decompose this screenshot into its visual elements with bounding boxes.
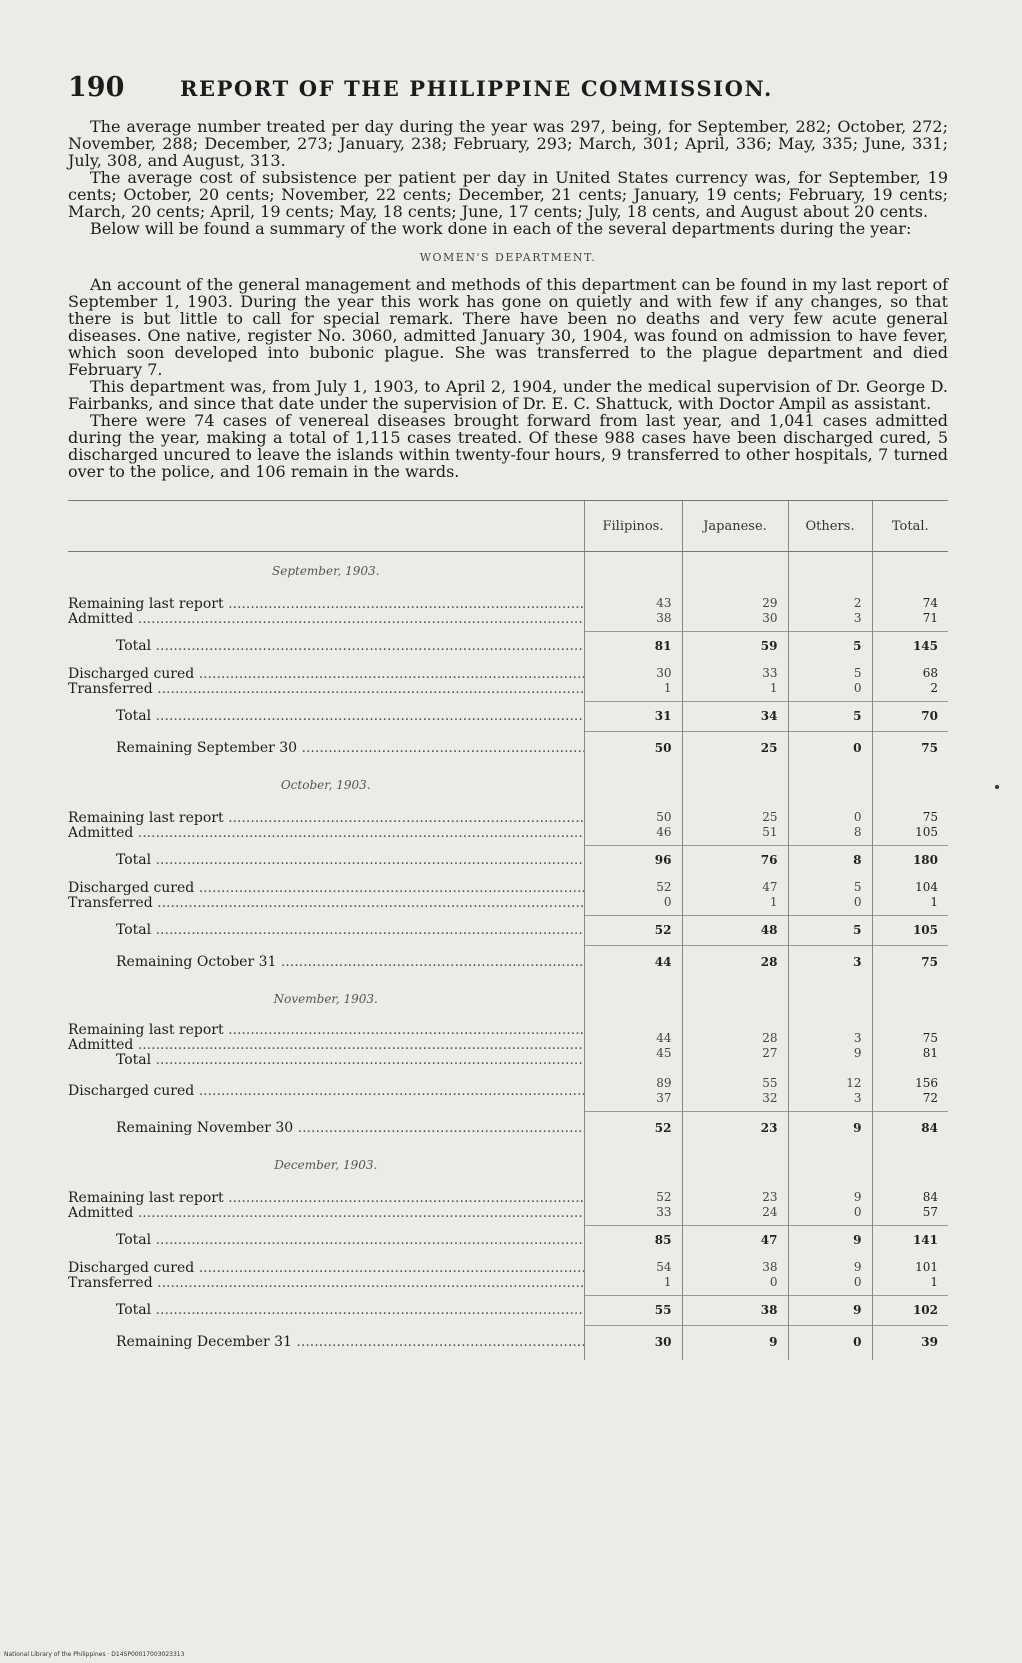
cell-filipinos (584, 1296, 682, 1326)
row-label-text: Remaining last report ..... (68, 597, 584, 612)
cell-value: 84 (922, 1190, 938, 1205)
column-header-total: Total. (872, 501, 948, 552)
cell-value: 3 (853, 955, 862, 970)
table-row (68, 662, 948, 702)
cell-value: 75 (921, 741, 938, 756)
cell-others (788, 946, 872, 980)
paragraph-subsistence-cost: The average cost of subsistence per patient per day in United States currency was, for September, 19 cents; October, 20 cents; November, 22 cents; December, 21 cents; January, 19 cents; February, 19 cents; March, 20 cents; April, 19 cents; May, 18 cents; June, 17 cents; July, 18 cents, and August about 20 cents. (68, 168, 948, 221)
cell-value: 9 (853, 1303, 862, 1317)
cell-value: 1 (930, 1275, 938, 1290)
cell-value: 9 (853, 1260, 862, 1275)
cell-others (788, 1326, 872, 1360)
row-label (68, 702, 584, 732)
cell-value: 30 (654, 1335, 672, 1350)
cell-others (788, 806, 872, 846)
cell-value: 81 (654, 639, 672, 654)
cell-others (788, 662, 872, 702)
empty-cell (682, 766, 788, 806)
cell-value: 28 (762, 1030, 778, 1045)
cell-value: 34 (760, 709, 778, 723)
cell-filipinos (584, 806, 682, 846)
row-label-text: Discharged cured ..... (68, 881, 584, 896)
cell-total (872, 1186, 948, 1226)
cell-total (872, 1296, 948, 1326)
cell-value: 52 (654, 923, 672, 937)
table-row (68, 632, 948, 662)
cell-value: 0 (853, 741, 862, 756)
row-label-text: Admitted ..... (68, 826, 584, 841)
row-label-text: Discharged cured ..... (68, 1084, 584, 1099)
cell-value: 28 (760, 955, 778, 970)
cell-others (788, 732, 872, 766)
cell-value: 59 (760, 639, 778, 654)
row-label-text: Remaining last report ..... (68, 1023, 584, 1038)
cell-filipinos (584, 1326, 682, 1360)
row-label-text: Discharged cured ..... (68, 1261, 584, 1276)
row-label (68, 1072, 584, 1112)
cell-value: 0 (853, 810, 862, 825)
cell-value: 27 (762, 1045, 778, 1060)
cell-value: 5 (853, 709, 862, 723)
cell-japanese (682, 846, 788, 876)
cell-filipinos (584, 632, 682, 662)
row-label (68, 1112, 584, 1146)
cell-value: 5 (853, 666, 862, 681)
cell-value: 23 (760, 1121, 778, 1136)
empty-cell (584, 552, 682, 592)
cell-value: 50 (656, 810, 672, 825)
row-label (68, 846, 584, 876)
cell-total (872, 1020, 948, 1072)
empty-cell (682, 980, 788, 1020)
table-row (68, 1186, 948, 1226)
row-label (68, 806, 584, 846)
footer-credit: National Library of the Philippines · D14SP00017003023313 (4, 1651, 185, 1658)
empty-cell (584, 1146, 682, 1186)
speck-mark (995, 785, 999, 789)
cell-value: 25 (760, 741, 778, 756)
cell-value: 54 (656, 1260, 672, 1275)
cell-value: 2 (853, 596, 862, 611)
cell-value: 0 (853, 1275, 862, 1290)
cell-total (872, 702, 948, 732)
cell-value: 105 (915, 825, 938, 840)
row-label (68, 1186, 584, 1226)
cell-total (872, 1326, 948, 1360)
row-label-text: Total ..... (68, 1303, 584, 1318)
empty-cell (788, 766, 872, 806)
cell-value: 47 (762, 880, 778, 895)
table-row (68, 1226, 948, 1256)
row-label (68, 1226, 584, 1256)
cell-filipinos (584, 732, 682, 766)
cell-value: 38 (762, 1260, 778, 1275)
paragraph-daily-average: The average number treated per day during the year was 297, being, for September, 282; October, 272; November, 288; December, 273; January, 238; February, 293; March, 301; April, 336; May, 335; June, 331; July, 308, and August, 313. (68, 117, 948, 170)
cell-total (872, 946, 948, 980)
cell-value: 75 (922, 1030, 938, 1045)
empty-cell (872, 1146, 948, 1186)
cell-value: 75 (921, 955, 938, 970)
table-month-row (68, 1146, 948, 1186)
cell-value: 38 (656, 611, 672, 626)
cell-others (788, 1072, 872, 1112)
cell-value: 104 (915, 880, 938, 895)
row-label (68, 662, 584, 702)
empty-cell (682, 552, 788, 592)
cell-total (872, 1072, 948, 1112)
cell-value: 145 (912, 639, 938, 654)
cell-value: 156 (915, 1076, 938, 1091)
cell-others (788, 876, 872, 916)
cell-value: 101 (915, 1260, 938, 1275)
cell-value: 52 (654, 1121, 672, 1136)
table-row (68, 1112, 948, 1146)
cell-value: 12 (846, 1076, 862, 1091)
row-label (68, 916, 584, 946)
row-label-text: Transferred ..... (68, 682, 584, 697)
empty-cell (584, 980, 682, 1020)
cell-value: 52 (656, 880, 672, 895)
cell-filipinos (584, 592, 682, 632)
row-label-text: Remaining November 30 ..... (68, 1121, 584, 1136)
cell-others (788, 1256, 872, 1296)
cell-value: 23 (762, 1190, 778, 1205)
cell-others (788, 1020, 872, 1072)
cell-value: 51 (762, 825, 778, 840)
row-label (68, 632, 584, 662)
table-month-row (68, 980, 948, 1020)
cell-value: 9 (853, 1233, 862, 1248)
empty-cell (788, 552, 872, 592)
row-label (68, 1020, 584, 1072)
row-label-text: Total ..... (68, 923, 584, 938)
table-body (68, 552, 948, 1360)
column-header-filipinos: Filipinos. (584, 501, 682, 552)
cell-filipinos (584, 846, 682, 876)
cell-total (872, 806, 948, 846)
empty-cell (872, 980, 948, 1020)
empty-cell (682, 1146, 788, 1186)
cell-value: 24 (762, 1205, 778, 1220)
cell-filipinos (584, 1186, 682, 1226)
cell-value: 1 (663, 681, 672, 696)
cell-value: 70 (921, 709, 938, 723)
header-blank (68, 501, 584, 552)
table-row (68, 702, 948, 732)
cell-value: 1 (769, 895, 778, 910)
cell-japanese (682, 916, 788, 946)
row-label (68, 876, 584, 916)
cell-value: 89 (656, 1076, 672, 1091)
row-label (68, 980, 584, 1020)
cell-value: 2 (930, 681, 938, 696)
cell-total (872, 592, 948, 632)
cell-value: 29 (762, 596, 778, 611)
cell-total (872, 1112, 948, 1146)
page-title: REPORT OF THE PHILIPPINE COMMISSION. (180, 76, 773, 101)
cell-total (872, 916, 948, 946)
cell-value: 30 (656, 666, 672, 681)
paragraph-supervision: This department was, from July 1, 1903, to April 2, 1904, under the medical supervision of Dr. George D. Fairbanks, and since that date under the supervision of Dr. E. C. Shattuck, with Doctor Ampil as assistant. (68, 377, 948, 413)
column-header-japanese: Japanese. (682, 501, 788, 552)
table-header-row (68, 501, 948, 552)
cell-value: 85 (654, 1233, 672, 1248)
cell-total (872, 632, 948, 662)
row-label-text: Remaining December 31 ..... (68, 1335, 584, 1350)
table-row (68, 946, 948, 980)
row-label-text: Admitted ..... (68, 612, 584, 627)
cell-value: 0 (769, 1275, 778, 1290)
empty-cell (872, 552, 948, 592)
row-label-text: Total ..... (68, 709, 584, 724)
table-row (68, 592, 948, 632)
cell-japanese (682, 732, 788, 766)
cell-filipinos (584, 1256, 682, 1296)
cell-filipinos (584, 702, 682, 732)
cell-value: 102 (912, 1303, 938, 1317)
paragraph-management: An account of the general management and methods of this department can be found in my last report of September 1, 1903. During the year this work has gone on quietly and with few if any changes, so that there is but little to call for special remark. There have been no deaths and very few acute general diseases. One native, register No. 3060, admitted January 30, 1904, was found on admission to have fever, which soon developed into bubonic plague. She was transferred to the plague department and died February 7. (68, 275, 948, 379)
cell-value: 3 (853, 1030, 862, 1045)
row-label (68, 946, 584, 980)
cell-value: 0 (853, 895, 862, 910)
column-header-others: Others. (788, 501, 872, 552)
table-row (68, 916, 948, 946)
paragraph-summary-intro: Below will be found a summary of the work done in each of the several departments during the year: (90, 219, 912, 238)
cell-value: 44 (656, 1030, 672, 1045)
cell-total (872, 876, 948, 916)
section-heading: WOMEN'S DEPARTMENT. (419, 251, 597, 264)
cell-filipinos (584, 946, 682, 980)
table-row (68, 1072, 948, 1112)
cell-japanese (682, 1072, 788, 1112)
table-row (68, 806, 948, 846)
cell-others (788, 916, 872, 946)
table-row (68, 1326, 948, 1360)
cell-japanese (682, 1256, 788, 1296)
cell-japanese (682, 592, 788, 632)
row-label (68, 766, 584, 806)
cell-others (788, 1296, 872, 1326)
cell-value: 0 (853, 681, 862, 696)
cell-others (788, 1112, 872, 1146)
cell-value: 8 (853, 853, 862, 868)
cell-total (872, 846, 948, 876)
cell-value: 46 (656, 825, 672, 840)
cell-value: 38 (760, 1303, 778, 1317)
cell-value: 25 (762, 810, 778, 825)
cell-filipinos (584, 1226, 682, 1256)
row-label-text: Remaining October 31 ..... (68, 955, 584, 970)
cell-value: 55 (654, 1303, 672, 1317)
cell-value: 9 (853, 1045, 862, 1060)
cell-value: 45 (656, 1045, 672, 1060)
cell-value: 5 (853, 923, 862, 937)
cell-value: 9 (769, 1335, 778, 1350)
cell-value: 32 (762, 1091, 778, 1106)
row-label (68, 1296, 584, 1326)
cell-filipinos (584, 1072, 682, 1112)
table-row (68, 876, 948, 916)
row-label-text: Remaining last report ..... (68, 811, 584, 826)
cell-value: 81 (922, 1045, 938, 1060)
row-label (68, 1146, 584, 1186)
cell-value: 0 (853, 1205, 862, 1220)
cell-value: 105 (912, 923, 938, 937)
cell-value: 1 (769, 681, 778, 696)
row-label (68, 552, 584, 592)
cell-japanese (682, 1226, 788, 1256)
cell-filipinos (584, 662, 682, 702)
cell-value: 43 (656, 596, 672, 611)
cell-value: 180 (912, 853, 938, 868)
cell-japanese (682, 632, 788, 662)
row-label-text: Discharged cured ..... (68, 667, 584, 682)
row-label-text: Remaining September 30 ..... (68, 741, 584, 756)
row-label (68, 592, 584, 632)
cell-value: 96 (654, 853, 672, 868)
cell-japanese (682, 806, 788, 846)
page-number: 190 (68, 72, 125, 103)
empty-cell (584, 766, 682, 806)
empty-cell (872, 766, 948, 806)
month-label: November, 1903. (273, 992, 378, 1006)
row-label-text: Total ..... (68, 639, 584, 654)
cell-value: 3 (853, 611, 862, 626)
cell-others (788, 1186, 872, 1226)
cell-value: 1 (663, 1275, 672, 1290)
table-month-row (68, 766, 948, 806)
cell-value: 33 (656, 1205, 672, 1220)
cell-filipinos (584, 876, 682, 916)
cell-japanese (682, 876, 788, 916)
statistics-table (68, 500, 948, 1360)
cell-others (788, 702, 872, 732)
cell-japanese (682, 1296, 788, 1326)
cell-filipinos (584, 1020, 682, 1072)
empty-cell (788, 980, 872, 1020)
cell-value: 30 (762, 611, 778, 626)
cell-value: 5 (853, 880, 862, 895)
cell-japanese (682, 1112, 788, 1146)
cell-value: 55 (762, 1076, 778, 1091)
cell-value: 72 (922, 1091, 938, 1106)
row-label-text: Transferred ..... (68, 896, 584, 911)
cell-value: 48 (760, 923, 778, 937)
cell-value: 9 (853, 1190, 862, 1205)
cell-value: 44 (654, 955, 672, 970)
cell-value: 47 (760, 1233, 778, 1248)
month-label: October, 1903. (280, 778, 371, 792)
row-label-text: Admitted ..... (68, 1038, 584, 1053)
cell-value: 84 (921, 1121, 938, 1136)
page-header (68, 72, 948, 112)
cell-filipinos (584, 1112, 682, 1146)
cell-value: 39 (921, 1335, 938, 1350)
cell-value: 1 (930, 895, 938, 910)
cell-value: 76 (760, 853, 778, 868)
row-label (68, 1256, 584, 1296)
cell-value: 5 (853, 639, 862, 654)
cell-value: 8 (853, 825, 862, 840)
cell-value: 141 (912, 1233, 938, 1248)
month-label: December, 1903. (274, 1158, 378, 1172)
paragraph-venereal-cases: There were 74 cases of venereal diseases brought forward from last year, and 1,041 cases admitted during the year, making a total of 1,115 cases treated. Of these 988 cases have been discharged cured, 5 discharged uncured to leave the islands within twenty-four hours, 9 transferred to other hospitals, 7 turned over to the police, and 106 remain in the wards. (68, 411, 948, 481)
cell-value: 0 (853, 1335, 862, 1350)
table-row (68, 1256, 948, 1296)
cell-total (872, 1226, 948, 1256)
cell-value: 52 (656, 1190, 672, 1205)
table-row (68, 732, 948, 766)
table-row (68, 1020, 948, 1072)
cell-value: 31 (654, 709, 672, 723)
cell-others (788, 1226, 872, 1256)
cell-total (872, 732, 948, 766)
cell-japanese (682, 702, 788, 732)
row-label-text: Total ..... (68, 1053, 584, 1068)
document-page (68, 72, 948, 1360)
table-row (68, 846, 948, 876)
cell-japanese (682, 662, 788, 702)
cell-value: 50 (654, 741, 672, 756)
cell-japanese (682, 1326, 788, 1360)
cell-japanese (682, 1020, 788, 1072)
cell-value: 57 (922, 1205, 938, 1220)
cell-value: 68 (922, 666, 938, 681)
row-label-text: Transferred ..... (68, 1276, 584, 1291)
cell-value: 74 (922, 596, 938, 611)
cell-japanese (682, 1186, 788, 1226)
cell-value: 0 (663, 895, 672, 910)
cell-value: 75 (922, 810, 938, 825)
month-label: September, 1903. (272, 564, 380, 579)
row-label (68, 1326, 584, 1360)
cell-total (872, 662, 948, 702)
cell-value: 33 (762, 666, 778, 681)
empty-cell (788, 1146, 872, 1186)
cell-value: 37 (656, 1091, 672, 1106)
cell-others (788, 846, 872, 876)
row-label-text: Remaining last report ..... (68, 1191, 584, 1206)
row-label-text: Total ..... (68, 1233, 584, 1248)
cell-others (788, 592, 872, 632)
table-row (68, 1296, 948, 1326)
row-label-text: Total ..... (68, 853, 584, 868)
table-month-row (68, 552, 948, 592)
cell-value: 71 (922, 611, 938, 626)
row-label (68, 732, 584, 766)
cell-filipinos (584, 916, 682, 946)
cell-value: 9 (853, 1121, 862, 1136)
cell-total (872, 1256, 948, 1296)
cell-value: 3 (853, 1091, 862, 1106)
cell-japanese (682, 946, 788, 980)
row-label-text: Admitted ..... (68, 1206, 584, 1221)
cell-others (788, 632, 872, 662)
